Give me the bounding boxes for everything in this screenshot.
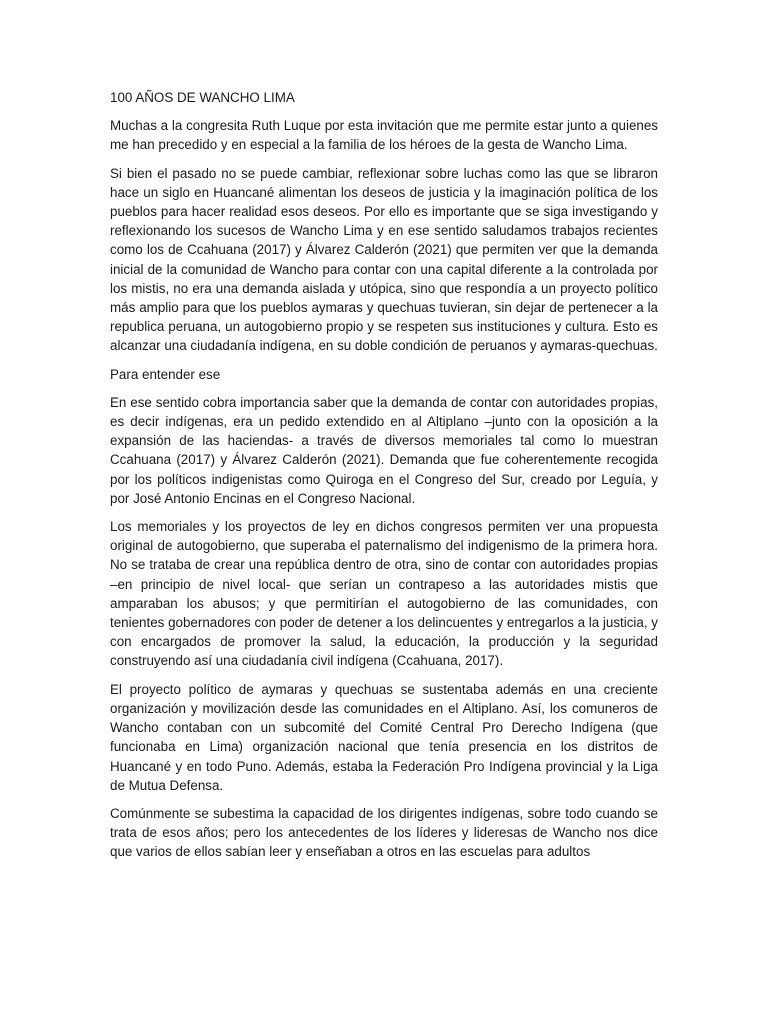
paragraph-fragment: Para entender ese: [110, 366, 221, 382]
paragraph-political-project: El proyecto político de aymaras y quechuas se sustentaba además en una creciente organización y movilización desde las comunidades en el Altiplano. Así, los comuneros de Wancho contaban con un subcomité del Comité Central Pro Derecho Indígena (que funcionaba en Lima) organización nacional que tenía presencia en los distritos de Huancané y en todo Puno. Además, estaba la Federación Pro Indígena provincial y la Liga de Mutua Defensa.: [110, 681, 658, 793]
paragraph-reflection: Si bien el pasado no se puede cambiar, reflexionar sobre luchas como las que se libraron hace un siglo en Huancané alimentan los deseos de justicia y la imaginación política de los pueblos para hacer realidad esos deseos. Por ello es importante que se siga investigando y reflexionando los sucesos de Wancho Lima y en ese sentido saludamos trabajos recientes como los de Ccahuana (2017) y Álvarez Calderón (2021) que permiten ver que la demanda inicial de la comunidad de Wancho para contar con una capital diferente a la controlada por los mistis, no era una demanda aislada y utópica, sino que respondía a un proyecto político más amplio para que los pueblos aymaras y quechuas tuvieran, sin dejar de pertenecer a la republica peruana, un autogobierno propio y se respeten sus instituciones y cultura. Esto es alcanzar una ciudadanía indígena, en su doble condición de peruanos y aymaras-quechuas.: [110, 165, 658, 354]
document-title: 100 AÑOS DE WANCHO LIMA: [110, 90, 295, 105]
paragraph-leaders: Comúnmente se subestima la capacidad de los dirigentes indígenas, sobre todo cuando se trata de esos años; pero los antecedentes de los líderes y lideresas de Wancho nos dice que varios de ellos sabían leer y enseñaban a otros en las escuelas para adultos: [110, 805, 658, 860]
document-page: [110, 88, 658, 871]
paragraph-own-authorities: En ese sentido cobra importancia saber que la demanda de contar con autoridades propias, es decir indígenas, era un pedido extendido en al Altiplano –junto con la oposición a la expansión de las haciendas- a través de diversos memoriales tal como lo muestran Ccahuana (2017) y Álvarez Calderón (2021). Demanda que fue coherentemente recogida por los políticos indigenistas como Quiroga en el Congreso del Sur, creado por Leguía, y por José Antonio Encinas en el Congreso Nacional.: [110, 394, 658, 506]
paragraph-memorials: Los memoriales y los proyectos de ley en dichos congresos permiten ver una propuesta original de autogobierno, que superaba el paternalismo del indigenismo de la primera hora. No se trataba de crear una república dentro de otra, sino de contar con autoridades propias –en principio de nivel local- que serían un contrapeso a las autoridades mistis que amparaban los abusos; y que permitirían el autogobierno de las comunidades, con tenientes gobernadores con poder de detener a los delincuentes y entregarlos a la justicia, y con encargados de promover la salud, la educación, la producción y la seguridad construyendo así una ciudadanía civil indígena (Ccahuana, 2017).: [110, 519, 658, 669]
paragraph-acknowledgement: Muchas a la congresita Ruth Luque por esta invitación que me permite estar junto a quienes me han precedido y en especial a la familia de los héroes de la gesta de Wancho Lima.: [110, 118, 658, 153]
